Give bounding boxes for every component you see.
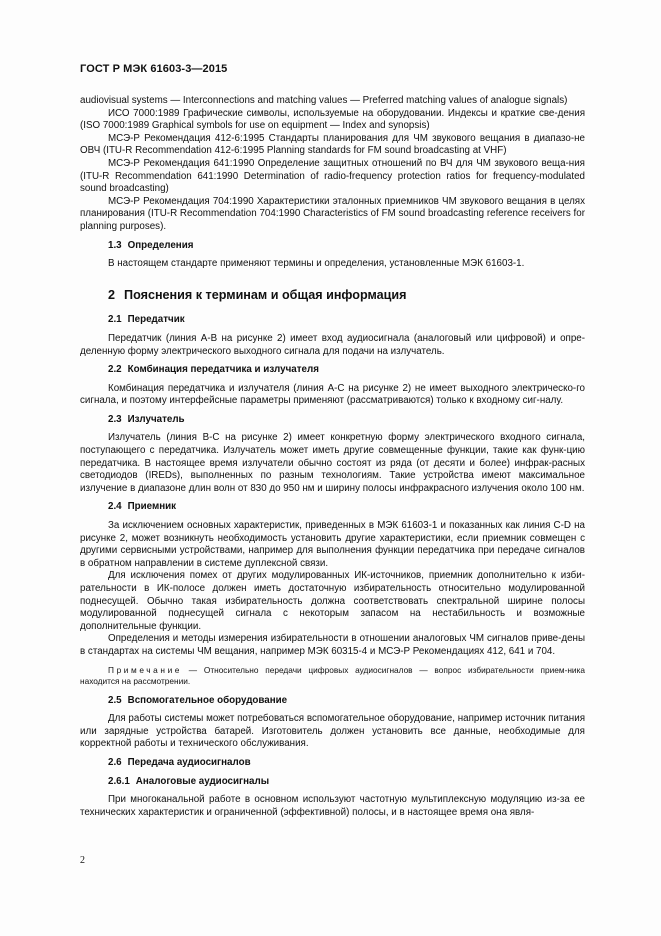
section-2-2-text: Комбинация передатчика и излучателя (линия А-С на рисунке 2) не имеет выходного электрическо-го сигнала, и поэтому интерфейсные параметры применяют (рассматриваются) только к входному сиг-налу.: [80, 382, 585, 407]
section-number: 2.4: [108, 501, 122, 513]
section-title: Определения: [127, 239, 194, 251]
section-2-3-heading: [80, 414, 585, 427]
reference-itu-412: МСЭ-Р Рекомендация 412-6:1995 Стандарты планирования для ЧМ звукового вещания в диапазо-не ОВЧ (ITU-R Recommendation 412-6:1995 Planning standards for FM sound broadcasting at VHF): [80, 132, 585, 157]
section-2-3-text: Излучатель (линия В-С на рисунке 2) имеет конкретную форму электрического входного сигнала, поступающего с передатчика. Излучатель может иметь другие совмещенные функции, такие как функ-цию передатчика. В настоящее время излучатели обычно состоят из ряда (от десяти и более) инфрак-расных светодиодов (IREDs), выполненных по разным технологиям. Такие устройства имеют максимальное излучение в диапазоне длин волн от 830 до 950 нм и ширину полосы инфракрасного излучения около 100 нм.: [80, 432, 585, 494]
section-number: 2.6: [108, 756, 122, 768]
section-2-4-paragraph: За исключением основных характеристик, приведенных в МЭК 61603-1 и показанных как линия С-D на рисунке 2, может возникнуть необходимость установить другие характеристики, если приемник совмещен с другими сервисными устройствами, например для выполнения функции передатчика при передаче сигналов в обратном направлении в системе дуплексной связи.: [80, 520, 585, 569]
section-1-3-heading: [80, 240, 585, 253]
section-title: Приемник: [127, 501, 177, 513]
section-number: 2.1: [108, 314, 122, 326]
reference-continuation: audiovisual systems — Interconnections and matching values — Preferred matching values of analogue signals): [80, 95, 568, 106]
section-number: 2.3: [108, 413, 122, 425]
section-2-2-heading: [80, 364, 585, 377]
note-label: Примечание: [108, 664, 183, 675]
section-2-5-text: Для работы системы может потребоваться вспомогательное оборудование, например источник питания или зарядные устройства батарей. Изготовитель должен установить все данные, необходимые для корректной работы и технического обслуживания.: [80, 713, 585, 750]
page-content: [80, 95, 585, 819]
reference-iso-7000: ИСО 7000:1989 Графические символы, используемые на оборудовании. Индексы и краткие све-дения (ISO 7000:1989 Graphical symbols for use on equipment — Index and synopsis): [80, 107, 585, 132]
page-header: ГОСТ Р МЭК 61603-3—2015: [80, 63, 228, 75]
section-2-6-heading: [80, 757, 585, 770]
reference-itu-704: МСЭ-Р Рекомендация 704:1990 Характеристики эталонных приемников ЧМ звукового вещания в целях планирования (ITU-R Recommendation 704:1990 Characteristics of FM sound broadcasting reference receivers for planning purposes).: [80, 195, 585, 232]
section-title: Комбинация передатчика и излучателя: [127, 364, 319, 376]
reference-itu-641: МСЭ-Р Рекомендация 641:1990 Определение защитных отношений по ВЧ для ЧМ звукового веща-ния (ITU-R Recommendation 641:1990 Determination of radio-frequency protection ratios for frequency-modulated sound broadcasting): [80, 157, 585, 195]
section-2-4-paragraph: Определения и методы измерения избирательности в отношении аналоговых ЧМ сигналов приве-дены в стандартах на системы ЧМ вещания, например МЭК 60315-4 и МСЭ-Р Рекомендациях 412, 641 и 704.: [80, 633, 585, 657]
section-2-1-heading: [80, 314, 585, 327]
section-number: 1.3: [108, 239, 122, 251]
section-2-4-paragraph: Для исключения помех от других модулированных ИК-источников, приемник дополнительно к изби-рательности в ИК-полосе должен иметь достаточную избирательность относительно модулированной поднесущей. Обычно такая избирательность должна соответствовать спектральной ширине полосы модулированной поднесущей сигнала с некоторым запасом на нестабильность и возможные дополнительные функции.: [80, 570, 585, 632]
section-title: Передача аудиосигналов: [127, 756, 251, 768]
section-number: 2.2: [108, 364, 122, 376]
section-number: 2: [108, 287, 116, 302]
section-2-5-heading: [80, 695, 585, 708]
section-title: Излучатель: [127, 413, 185, 425]
section-title: Вспомогательное оборудование: [127, 694, 288, 706]
section-title: Передатчик: [127, 314, 185, 326]
section-number: 2.5: [108, 694, 122, 706]
page-number: 2: [80, 855, 85, 866]
section-title: Пояснения к терминам и общая информация: [124, 287, 407, 302]
section-number: 2.6.1: [108, 775, 130, 787]
section-2-1-text: Передатчик (линия А-В на рисунке 2) имеет вход аудиосигнала (аналоговый или цифровой) и опре-деленную форму электрического выходного сигнала для подачи на излучатель.: [80, 332, 585, 357]
section-2-4-heading: [80, 501, 585, 514]
section-2-heading: [108, 289, 585, 302]
section-1-3-text: В настоящем стандарте применяют термины и определения, установленные МЭК 61603-1.: [108, 258, 525, 270]
note: [80, 665, 585, 687]
section-2-6-1-heading: [80, 776, 585, 789]
section-2-6-1-text: При многоканальной работе в основном используют частотную мультиплексную модуляцию из-за ее технических характеристик и ограниченной (эффективной) полосы, и в настоящее время она явля-: [80, 794, 585, 818]
note-text: — Относительно передачи цифровых аудиосигналов — вопрос избирательности прием-ника находится на рассмотрении.: [80, 664, 585, 686]
section-title: Аналоговые аудиосигналы: [135, 775, 270, 787]
